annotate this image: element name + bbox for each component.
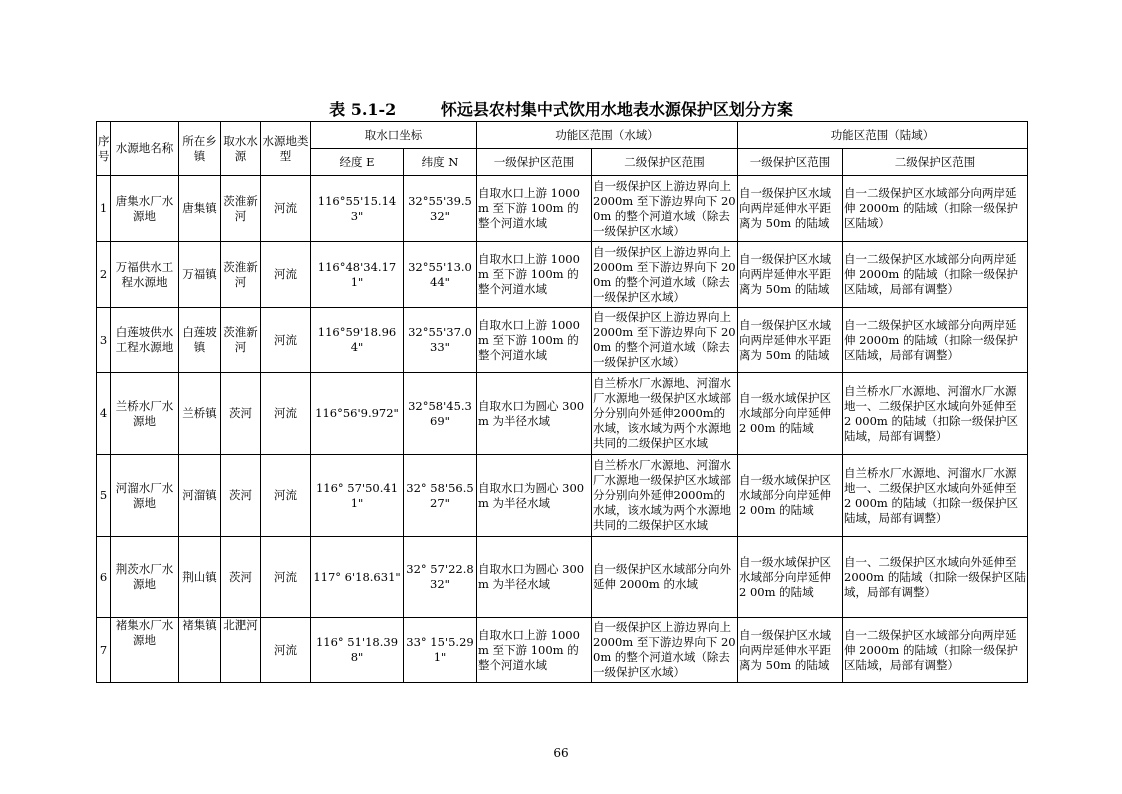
cell-land-level2: 自兰桥水厂水源地、河溜水厂水源地一、二级保护区水域向外延伸至 2 000m 的陆域（扣除一级保护区陆域，局部有调整） <box>843 373 1028 455</box>
cell-type: 河流 <box>261 242 311 308</box>
header-lon: 经度 E <box>311 149 404 176</box>
cell-name: 褚集水厂水源地 <box>111 618 179 683</box>
cell-name: 荆茨水厂水源地 <box>111 537 179 618</box>
cell-water-level1: 自取水口上游 1000m 至下游 100m 的整个河道水域 <box>477 176 592 242</box>
cell-land-level1: 自一级水域保护区水域部分向岸延伸 2 00m 的陆域 <box>738 537 843 618</box>
cell-land-level2: 自一二级保护区水域部分向两岸延伸 2000m 的陆域（扣除一级保护区陆域，局部有调整） <box>843 618 1028 683</box>
cell-lat: 32°55'39.532" <box>404 176 477 242</box>
protection-zone-table <box>96 121 1028 683</box>
cell-town: 白莲坡镇 <box>179 308 221 373</box>
cell-lon: 116°55'15.143" <box>311 176 404 242</box>
cell-water-level2: 自一级保护区上游边界向上 2000m 至下游边界向下 200m 的整个河道水域（除去一级保护区水域） <box>592 176 738 242</box>
cell-town: 万福镇 <box>179 242 221 308</box>
header-town: 所在乡镇 <box>179 122 221 176</box>
header-land-level2: 二级保护区范围 <box>843 149 1028 176</box>
table-row <box>97 308 1028 373</box>
cell-name: 万福供水工程水源地 <box>111 242 179 308</box>
cell-water-level1: 自取水口上游 1000m 至下游 100m 的整个河道水域 <box>477 308 592 373</box>
cell-lon: 116°56'9.972" <box>311 373 404 455</box>
cell-land-level1: 自一级保护区水域向两岸延伸水平距离为 50m 的陆域 <box>738 176 843 242</box>
cell-name: 河溜水厂水源地 <box>111 455 179 537</box>
header-source-type: 水源地类型 <box>261 122 311 176</box>
cell-type: 河流 <box>261 455 311 537</box>
header-water-zone: 功能区范围（水域） <box>477 122 738 149</box>
cell-land-level1: 自一级保护区水域向两岸延伸水平距离为 50m 的陆域 <box>738 308 843 373</box>
cell-town: 荆山镇 <box>179 537 221 618</box>
cell-no: 7 <box>97 618 111 683</box>
header-lat: 纬度 N <box>404 149 477 176</box>
cell-water-level2: 自兰桥水厂水源地、河溜水厂水源地一级保护区水域部分分别向外延伸2000m的水域，该水域为两个水源地共同的二级保护区水域 <box>592 373 738 455</box>
cell-type: 河流 <box>261 176 311 242</box>
cell-type: 河流 <box>261 618 311 683</box>
cell-no: 2 <box>97 242 111 308</box>
cell-type: 河流 <box>261 537 311 618</box>
cell-type: 河流 <box>261 373 311 455</box>
cell-name: 唐集水厂水源地 <box>111 176 179 242</box>
cell-water-level1: 自取水口为圆心 300m 为半径水域 <box>477 373 592 455</box>
table-row <box>97 455 1028 537</box>
cell-source: 茨河 <box>221 537 261 618</box>
header-source-name: 水源地名称 <box>111 122 179 176</box>
table-row <box>97 373 1028 455</box>
table-row <box>97 537 1028 618</box>
header-seq: 序号 <box>97 122 111 176</box>
cell-source: 北淝河 <box>221 618 261 683</box>
cell-land-level2: 自一二级保护区水域部分向两岸延伸 2000m 的陆域（扣除一级保护区陆域，局部有调整） <box>843 308 1028 373</box>
cell-land-level1: 自一级保护区水域向两岸延伸水平距离为 50m 的陆域 <box>738 618 843 683</box>
cell-lat: 32° 57'22.832" <box>404 537 477 618</box>
cell-no: 3 <box>97 308 111 373</box>
cell-no: 5 <box>97 455 111 537</box>
table-row <box>97 618 1028 683</box>
header-coords: 取水口坐标 <box>311 122 477 149</box>
cell-land-level1: 自一级水域保护区水域部分向岸延伸 2 00m 的陆域 <box>738 373 843 455</box>
cell-land-level1: 自一级水域保护区水域部分向岸延伸 2 00m 的陆域 <box>738 455 843 537</box>
cell-town: 褚集镇 <box>179 618 221 683</box>
cell-type: 河流 <box>261 308 311 373</box>
cell-town: 河溜镇 <box>179 455 221 537</box>
cell-name: 白莲坡供水工程水源地 <box>111 308 179 373</box>
cell-water-level1: 自取水口为圆心 300m 为半径水域 <box>477 455 592 537</box>
cell-no: 4 <box>97 373 111 455</box>
cell-land-level2: 自一二级保护区水域部分向两岸延伸 2000m 的陆域（扣除一级保护区陆域，局部有调整） <box>843 242 1028 308</box>
table-title: 表 5.1-2 怀远县农村集中式饮用水地表水源保护区划分方案 <box>329 100 793 119</box>
cell-land-level2: 自一二级保护区水域部分向两岸延伸 2000m 的陆域（扣除一级保护区陆域） <box>843 176 1028 242</box>
cell-name: 兰桥水厂水源地 <box>111 373 179 455</box>
cell-lat: 32°55'37.033" <box>404 308 477 373</box>
cell-source: 茨淮新河 <box>221 242 261 308</box>
table-row <box>97 176 1028 242</box>
cell-no: 6 <box>97 537 111 618</box>
cell-land-level2: 自兰桥水厂水源地、河溜水厂水源地一、二级保护区水域向外延伸至 2 000m 的陆域（扣除一级保护区陆域，局部有调整） <box>843 455 1028 537</box>
cell-town: 唐集镇 <box>179 176 221 242</box>
cell-no: 1 <box>97 176 111 242</box>
cell-water-level1: 自取水口上游 1000m 至下游 100m 的整个河道水域 <box>477 618 592 683</box>
header-water-level2: 二级保护区范围 <box>592 149 738 176</box>
cell-lat: 32° 58'56.527" <box>404 455 477 537</box>
header-intake-source: 取水水源 <box>221 122 261 176</box>
cell-lat: 32°55'13.044" <box>404 242 477 308</box>
table-row <box>97 242 1028 308</box>
cell-lat: 32°58'45.369" <box>404 373 477 455</box>
cell-source: 茨河 <box>221 455 261 537</box>
cell-source: 茨淮新河 <box>221 176 261 242</box>
header-water-level1: 一级保护区范围 <box>477 149 592 176</box>
cell-water-level2: 自兰桥水厂水源地、河溜水厂水源地一级保护区水域部分分别向外延伸2000m的水域，该水域为两个水源地共同的二级保护区水域 <box>592 455 738 537</box>
cell-source: 茨河 <box>221 373 261 455</box>
cell-water-level2: 自一级保护区上游边界向上 2000m 至下游边界向下 200m 的整个河道水域（除去一级保护区水域） <box>592 618 738 683</box>
cell-lon: 117° 6'18.631" <box>311 537 404 618</box>
cell-water-level1: 自取水口上游 1000m 至下游 100m 的整个河道水域 <box>477 242 592 308</box>
page-number: 66 <box>553 746 569 760</box>
cell-lat: 33° 15'5.291" <box>404 618 477 683</box>
cell-source: 茨淮新河 <box>221 308 261 373</box>
cell-land-level1: 自一级保护区水域向两岸延伸水平距离为 50m 的陆域 <box>738 242 843 308</box>
cell-water-level1: 自取水口为圆心 300m 为半径水域 <box>477 537 592 618</box>
cell-town: 兰桥镇 <box>179 373 221 455</box>
header-land-zone: 功能区范围（陆域） <box>738 122 1028 149</box>
cell-water-level2: 自一级保护区水域部分向外延伸 2000m 的水域 <box>592 537 738 618</box>
cell-water-level2: 自一级保护区上游边界向上 2000m 至下游边界向下 200m 的整个河道水域（除去一级保护区水域） <box>592 308 738 373</box>
cell-water-level2: 自一级保护区上游边界向上 2000m 至下游边界向下 200m 的整个河道水域（除去一级保护区水域） <box>592 242 738 308</box>
cell-land-level2: 自一、二级保护区水域向外延伸至 2000m 的陆域（扣除一级保护区陆域，局部有调整） <box>843 537 1028 618</box>
cell-lon: 116°48'34.171" <box>311 242 404 308</box>
cell-lon: 116° 57'50.411" <box>311 455 404 537</box>
cell-lon: 116° 51'18.398" <box>311 618 404 683</box>
header-land-level1: 一级保护区范围 <box>738 149 843 176</box>
cell-lon: 116°59'18.964" <box>311 308 404 373</box>
